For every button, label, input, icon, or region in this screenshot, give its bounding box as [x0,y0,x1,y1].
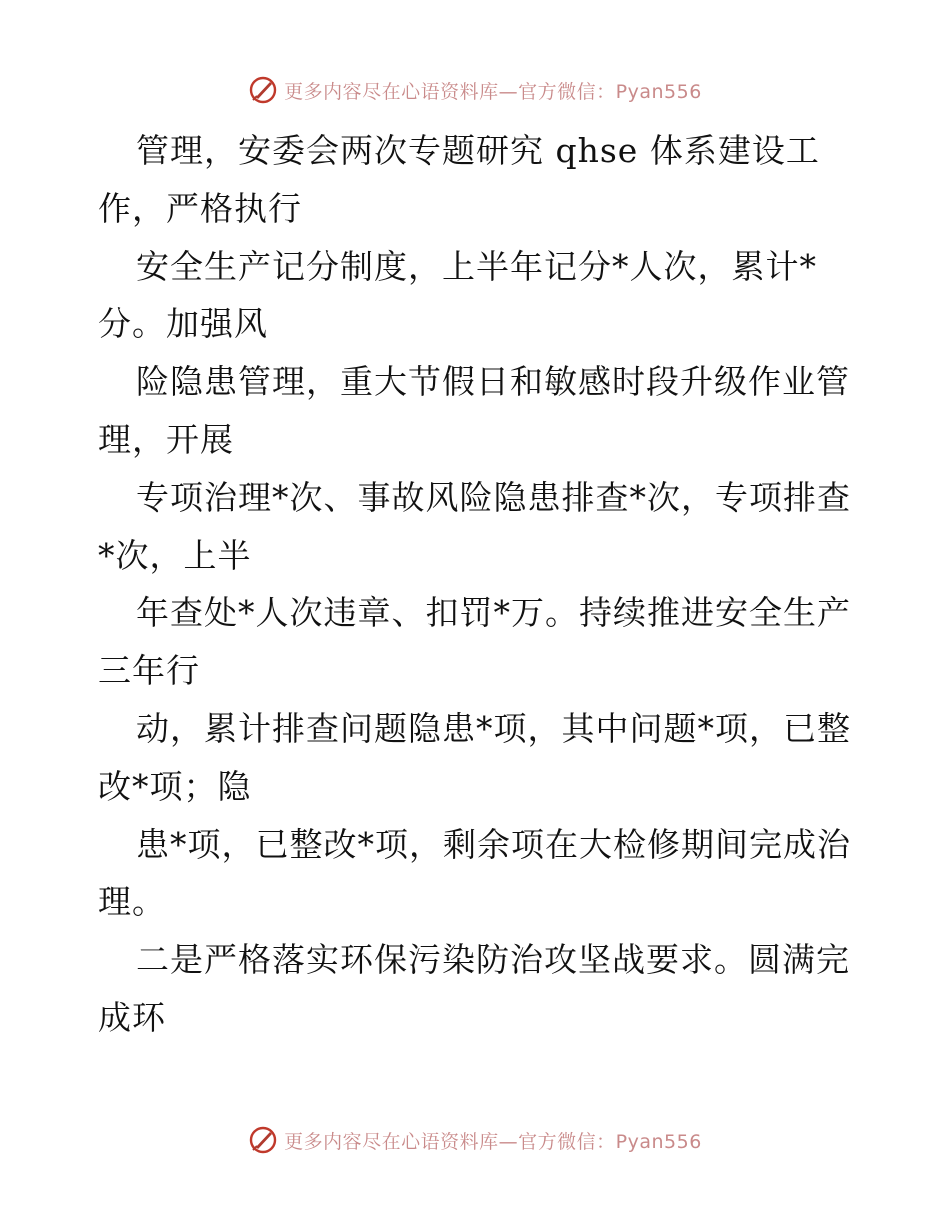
body-paragraph: 安全生产记分制度，上半年记分*人次，累计* 分。加强风 [98,246,817,344]
quill-logo-icon [248,75,278,105]
quill-logo-icon [248,1125,278,1155]
body-paragraph: 患*项，已整改*项，剩余项在大检修期间完成治 理。 [98,824,851,922]
body-paragraph: 动，累计排查问题隐患*项，其中问题*项，已整 改*项；隐 [98,708,851,806]
body-paragraph: 年查处*人次违章、扣罚*万。持续推进安全生产 三年行 [98,593,851,691]
body-paragraph: 二是严格落实环保污染防治攻坚战要求。圆满完 成环 [98,940,850,1037]
header-banner-text: 更多内容尽在心语资料库—官方微信：Pyan556 [284,80,702,103]
body-paragraph: 管理，安委会两次专题研究 qhse 体系建设工 作，严格执行 [98,131,820,228]
footer-banner [0,1122,950,1158]
footer-banner-text: 更多内容尽在心语资料库—官方微信：Pyan556 [284,1130,702,1153]
body-paragraph: 专项治理*次、事故风险隐患排查*次，专项排查 *次，上半 [98,477,851,575]
document-body [98,122,858,1047]
header-banner [0,72,950,108]
body-paragraph: 险隐患管理，重大节假日和敏感时段升级作业管 理，开展 [98,362,850,459]
